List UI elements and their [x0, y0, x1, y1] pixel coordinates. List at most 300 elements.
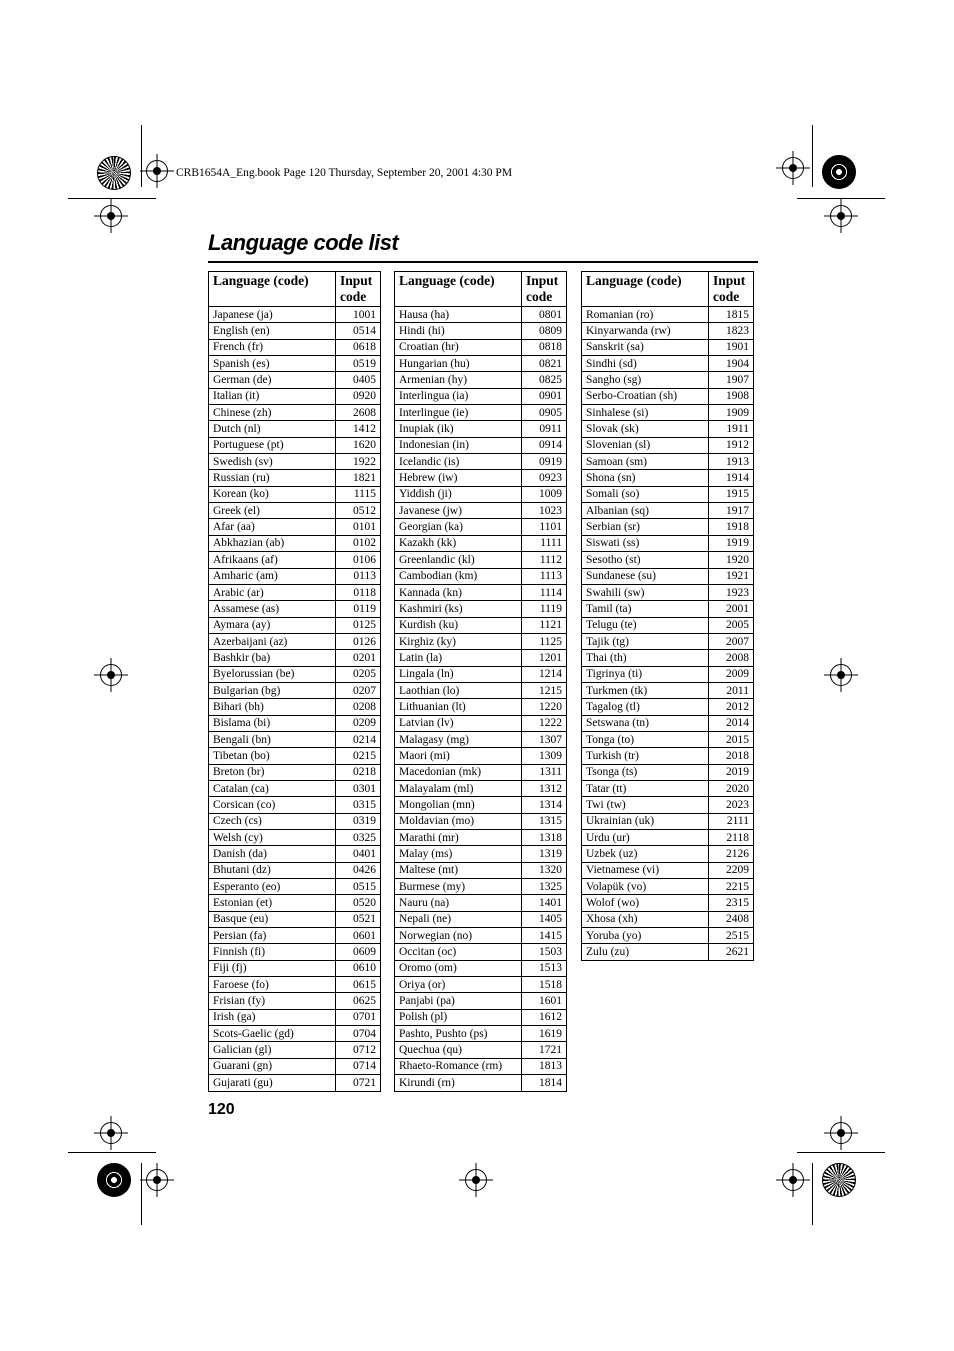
- input-code: 1121: [522, 617, 567, 633]
- crop-mark-bottom-right-v: [812, 1163, 813, 1225]
- input-code: 1114: [522, 584, 567, 600]
- language-name: Lingala (ln): [395, 666, 522, 682]
- registration-mark-left-upper: [100, 205, 122, 227]
- table-row: [209, 797, 381, 813]
- table-row: [209, 388, 381, 404]
- input-code: 1101: [522, 519, 567, 535]
- star-target-bottom-left: [97, 1163, 131, 1197]
- input-code: 1405: [522, 911, 567, 927]
- page-title: Language code list: [208, 230, 399, 255]
- input-code: 1319: [522, 846, 567, 862]
- input-code: 2621: [709, 944, 754, 960]
- language-name: Galician (gl): [209, 1042, 336, 1058]
- input-code: 1922: [336, 454, 381, 470]
- input-code: 0721: [336, 1075, 381, 1091]
- language-name: Cambodian (km): [395, 568, 522, 584]
- input-code: 1913: [709, 454, 754, 470]
- language-name: Zulu (zu): [582, 944, 709, 960]
- input-code: 1315: [522, 813, 567, 829]
- table-row: [209, 650, 381, 666]
- crop-mark-top-left-v: [141, 125, 142, 187]
- table-row: [209, 731, 381, 747]
- input-code: 1320: [522, 862, 567, 878]
- language-name: Arabic (ar): [209, 584, 336, 600]
- table-row: [582, 682, 754, 698]
- table-row: [395, 519, 567, 535]
- input-code: 0119: [336, 601, 381, 617]
- input-code: 1023: [522, 503, 567, 519]
- language-name: Guarani (gn): [209, 1058, 336, 1074]
- registration-mark-left-middle: [100, 664, 122, 686]
- input-code: 1908: [709, 388, 754, 404]
- language-name: Somali (so): [582, 486, 709, 502]
- table-row: [582, 846, 754, 862]
- language-name: Hausa (ha): [395, 307, 522, 323]
- language-name: Tajik (tg): [582, 633, 709, 649]
- input-code: 2111: [709, 813, 754, 829]
- table-row: [582, 307, 754, 323]
- language-name: Panjabi (pa): [395, 993, 522, 1009]
- table-row: [209, 421, 381, 437]
- input-code: 2007: [709, 633, 754, 649]
- table-row: [209, 699, 381, 715]
- crop-mark-bottom-right-h: [797, 1152, 885, 1153]
- table-row: [395, 944, 567, 960]
- language-name: Inupiak (ik): [395, 421, 522, 437]
- input-code: 0714: [336, 1058, 381, 1074]
- table-row: [582, 568, 754, 584]
- table-row: [582, 699, 754, 715]
- language-name: Siswati (ss): [582, 535, 709, 551]
- table-row: [582, 601, 754, 617]
- input-code: 0712: [336, 1042, 381, 1058]
- input-code: 0214: [336, 731, 381, 747]
- table-row: [582, 650, 754, 666]
- input-code: 2015: [709, 731, 754, 747]
- input-code: 0325: [336, 830, 381, 846]
- table-row: [395, 486, 567, 502]
- language-name: Tigrinya (ti): [582, 666, 709, 682]
- table-row: [209, 682, 381, 698]
- input-code: 0920: [336, 388, 381, 404]
- table-row: [209, 1075, 381, 1091]
- table-row: [209, 307, 381, 323]
- language-name: Armenian (hy): [395, 372, 522, 388]
- language-name: Tamil (ta): [582, 601, 709, 617]
- language-name: Tibetan (bo): [209, 748, 336, 764]
- language-name: German (de): [209, 372, 336, 388]
- language-name: Maori (mi): [395, 748, 522, 764]
- input-code: 0519: [336, 356, 381, 372]
- table-row: [582, 323, 754, 339]
- table-row: [209, 764, 381, 780]
- input-code: 0704: [336, 1026, 381, 1042]
- registration-mark-bottom-left: [146, 1169, 168, 1191]
- table-row: [395, 307, 567, 323]
- input-code: 2020: [709, 780, 754, 796]
- input-code: 1917: [709, 503, 754, 519]
- table-row: [582, 666, 754, 682]
- input-code: 0125: [336, 617, 381, 633]
- language-name: Oromo (om): [395, 960, 522, 976]
- language-name: Interlingue (ie): [395, 405, 522, 421]
- input-code: 1815: [709, 307, 754, 323]
- input-code: 1415: [522, 928, 567, 944]
- input-code: 1009: [522, 486, 567, 502]
- input-code: 1721: [522, 1042, 567, 1058]
- language-name: Dutch (nl): [209, 421, 336, 437]
- table-row: [209, 748, 381, 764]
- table-row: [395, 1009, 567, 1025]
- table-row: [209, 846, 381, 862]
- table-row: [395, 731, 567, 747]
- language-name: Polish (pl): [395, 1009, 522, 1025]
- input-code: 2018: [709, 748, 754, 764]
- table-row: [209, 535, 381, 551]
- header-input-code: Input code: [709, 272, 754, 307]
- table-row: [395, 601, 567, 617]
- table-row: [582, 454, 754, 470]
- input-code: 0514: [336, 323, 381, 339]
- table-row: [209, 862, 381, 878]
- language-name: Shona (sn): [582, 470, 709, 486]
- table-row: [395, 830, 567, 846]
- language-name: Spanish (es): [209, 356, 336, 372]
- input-code: 2118: [709, 830, 754, 846]
- language-name: Bislama (bi): [209, 715, 336, 731]
- language-name: Azerbaijani (az): [209, 633, 336, 649]
- input-code: 1814: [522, 1075, 567, 1091]
- language-code-table-3: [581, 271, 754, 961]
- table-row: [395, 617, 567, 633]
- table-row: [209, 372, 381, 388]
- language-name: Catalan (ca): [209, 780, 336, 796]
- language-name: Afrikaans (af): [209, 552, 336, 568]
- language-code-table-2: [394, 271, 567, 1092]
- print-header-note: CRB1654A_Eng.book Page 120 Thursday, September 20, 2001 4:30 PM: [176, 167, 513, 179]
- input-code: 2209: [709, 862, 754, 878]
- table-row: [395, 405, 567, 421]
- input-code: 2012: [709, 699, 754, 715]
- language-name: Bihari (bh): [209, 699, 336, 715]
- table-row: [395, 568, 567, 584]
- table-row: [209, 405, 381, 421]
- table-row: [395, 1026, 567, 1042]
- language-name: Fiji (fj): [209, 960, 336, 976]
- input-code: 1813: [522, 1058, 567, 1074]
- input-code: 0209: [336, 715, 381, 731]
- language-name: Laothian (lo): [395, 682, 522, 698]
- language-name: Urdu (ur): [582, 830, 709, 846]
- table-row: [395, 862, 567, 878]
- language-name: Ukrainian (uk): [582, 813, 709, 829]
- language-name: Kinyarwanda (rw): [582, 323, 709, 339]
- input-code: 0905: [522, 405, 567, 421]
- language-name: Scots-Gaelic (gd): [209, 1026, 336, 1042]
- language-name: Kirghiz (ky): [395, 633, 522, 649]
- table-row: [209, 993, 381, 1009]
- language-name: Italian (it): [209, 388, 336, 404]
- table-row: [582, 405, 754, 421]
- table-row: [209, 356, 381, 372]
- table-row: [582, 519, 754, 535]
- table-row: [209, 339, 381, 355]
- table-row: [582, 731, 754, 747]
- language-name: Thai (th): [582, 650, 709, 666]
- language-name: Swahili (sw): [582, 584, 709, 600]
- table-row: [209, 1042, 381, 1058]
- table-row: [582, 830, 754, 846]
- table-row: [582, 503, 754, 519]
- input-code: 1325: [522, 879, 567, 895]
- input-code: 0315: [336, 797, 381, 813]
- table-row: [582, 584, 754, 600]
- table-row: [395, 699, 567, 715]
- table-row: [395, 584, 567, 600]
- input-code: 2023: [709, 797, 754, 813]
- language-name: Malay (ms): [395, 846, 522, 862]
- language-name: Sinhalese (si): [582, 405, 709, 421]
- table-row: [395, 339, 567, 355]
- language-name: Oriya (or): [395, 977, 522, 993]
- language-name: Quechua (qu): [395, 1042, 522, 1058]
- input-code: 1311: [522, 764, 567, 780]
- table-row: [582, 633, 754, 649]
- table-row: [209, 944, 381, 960]
- table-row: [395, 928, 567, 944]
- crop-mark-top-left-h: [68, 198, 156, 199]
- table-row: [209, 519, 381, 535]
- input-code: 1912: [709, 437, 754, 453]
- language-name: Irish (ga): [209, 1009, 336, 1025]
- table-row: [209, 601, 381, 617]
- input-code: 1119: [522, 601, 567, 617]
- input-code: 1821: [336, 470, 381, 486]
- input-code: 0618: [336, 339, 381, 355]
- table-row: [395, 437, 567, 453]
- input-code: 0610: [336, 960, 381, 976]
- input-code: 1920: [709, 552, 754, 568]
- language-name: Norwegian (no): [395, 928, 522, 944]
- table-row: [582, 617, 754, 633]
- input-code: 0208: [336, 699, 381, 715]
- table-row: [395, 535, 567, 551]
- table-row: [209, 879, 381, 895]
- table-row: [395, 356, 567, 372]
- input-code: 1307: [522, 731, 567, 747]
- input-code: 0301: [336, 780, 381, 796]
- language-name: Bashkir (ba): [209, 650, 336, 666]
- input-code: 0207: [336, 682, 381, 698]
- language-name: Kazakh (kk): [395, 535, 522, 551]
- language-code-table-1: [208, 271, 381, 1092]
- language-name: Breton (br): [209, 764, 336, 780]
- language-name: Romanian (ro): [582, 307, 709, 323]
- table-row: [395, 960, 567, 976]
- language-name: English (en): [209, 323, 336, 339]
- table-row: [395, 454, 567, 470]
- language-name: Uzbek (uz): [582, 846, 709, 862]
- input-code: 1412: [336, 421, 381, 437]
- input-code: 1612: [522, 1009, 567, 1025]
- language-name: Occitan (oc): [395, 944, 522, 960]
- language-name: Persian (fa): [209, 928, 336, 944]
- table-row: [395, 764, 567, 780]
- table-row: [395, 748, 567, 764]
- table-row: [209, 584, 381, 600]
- language-name: Tsonga (ts): [582, 764, 709, 780]
- table-row: [395, 895, 567, 911]
- language-name: Malayalam (ml): [395, 780, 522, 796]
- language-name: Czech (cs): [209, 813, 336, 829]
- language-name: Estonian (et): [209, 895, 336, 911]
- input-code: 1314: [522, 797, 567, 813]
- language-name: Sundanese (su): [582, 568, 709, 584]
- language-name: Volapük (vo): [582, 879, 709, 895]
- input-code: 1919: [709, 535, 754, 551]
- language-name: Russian (ru): [209, 470, 336, 486]
- input-code: 1112: [522, 552, 567, 568]
- language-name: Tatar (tt): [582, 780, 709, 796]
- language-name: Amharic (am): [209, 568, 336, 584]
- registration-mark-bottom-right: [782, 1169, 804, 1191]
- input-code: 1918: [709, 519, 754, 535]
- language-name: Faroese (fo): [209, 977, 336, 993]
- input-code: 1115: [336, 486, 381, 502]
- input-code: 0609: [336, 944, 381, 960]
- input-code: 2515: [709, 928, 754, 944]
- input-code: 0218: [336, 764, 381, 780]
- registration-mark-right-upper: [830, 205, 852, 227]
- input-code: 1904: [709, 356, 754, 372]
- language-name: Croatian (hr): [395, 339, 522, 355]
- language-name: Macedonian (mk): [395, 764, 522, 780]
- language-name: Moldavian (mo): [395, 813, 522, 829]
- table-row: [582, 356, 754, 372]
- language-name: Korean (ko): [209, 486, 336, 502]
- input-code: 1518: [522, 977, 567, 993]
- table-row: [395, 421, 567, 437]
- language-name: Georgian (ka): [395, 519, 522, 535]
- input-code: 2001: [709, 601, 754, 617]
- input-code: 0102: [336, 535, 381, 551]
- table-row: [582, 535, 754, 551]
- crop-mark-top-right-v: [812, 125, 813, 187]
- input-code: 1901: [709, 339, 754, 355]
- registration-mark-right-middle: [830, 664, 852, 686]
- input-code: 1921: [709, 568, 754, 584]
- language-name: Javanese (jw): [395, 503, 522, 519]
- language-name: Icelandic (is): [395, 454, 522, 470]
- input-code: 1312: [522, 780, 567, 796]
- table-row: [395, 372, 567, 388]
- input-code: 2608: [336, 405, 381, 421]
- table-row: [209, 977, 381, 993]
- table-row: [582, 715, 754, 731]
- title-rule: [208, 261, 758, 263]
- table-row: [209, 813, 381, 829]
- input-code: 1601: [522, 993, 567, 1009]
- language-name: Afar (aa): [209, 519, 336, 535]
- input-code: 1113: [522, 568, 567, 584]
- table-row: [209, 895, 381, 911]
- table-row: [395, 813, 567, 829]
- language-name: Telugu (te): [582, 617, 709, 633]
- table-row: [395, 993, 567, 1009]
- language-name: Xhosa (xh): [582, 911, 709, 927]
- table-row: [209, 1026, 381, 1042]
- input-code: 2005: [709, 617, 754, 633]
- table-row: [395, 552, 567, 568]
- table-row: [582, 813, 754, 829]
- language-name: Basque (eu): [209, 911, 336, 927]
- table-row: [209, 715, 381, 731]
- language-name: Serbian (sr): [582, 519, 709, 535]
- input-code: 1201: [522, 650, 567, 666]
- language-name: Maltese (mt): [395, 862, 522, 878]
- input-code: 1214: [522, 666, 567, 682]
- input-code: 0615: [336, 977, 381, 993]
- input-code: 2019: [709, 764, 754, 780]
- language-name: Frisian (fy): [209, 993, 336, 1009]
- input-code: 1111: [522, 535, 567, 551]
- language-name: Greenlandic (kl): [395, 552, 522, 568]
- table-row: [209, 780, 381, 796]
- input-code: 0601: [336, 928, 381, 944]
- star-target-bottom-right: [822, 1163, 856, 1197]
- table-row: [395, 650, 567, 666]
- language-name: Portuguese (pt): [209, 437, 336, 453]
- table-row: [395, 879, 567, 895]
- input-code: 0101: [336, 519, 381, 535]
- input-code: 1001: [336, 307, 381, 323]
- language-name: Swedish (sv): [209, 454, 336, 470]
- input-code: 1823: [709, 323, 754, 339]
- table-row: [582, 421, 754, 437]
- input-code: 2315: [709, 895, 754, 911]
- table-row: [582, 862, 754, 878]
- language-name: Turkish (tr): [582, 748, 709, 764]
- table-row: [582, 339, 754, 355]
- registration-mark-bottom-center: [465, 1169, 487, 1191]
- table-row: [395, 715, 567, 731]
- table-row: [209, 454, 381, 470]
- language-name: Lithuanian (lt): [395, 699, 522, 715]
- table-row: [209, 666, 381, 682]
- input-code: 0215: [336, 748, 381, 764]
- input-code: 1914: [709, 470, 754, 486]
- table-row: [395, 1058, 567, 1074]
- language-name: Nepali (ne): [395, 911, 522, 927]
- registration-mark-top-right: [782, 157, 804, 179]
- language-name: Finnish (fi): [209, 944, 336, 960]
- language-name: Hebrew (iw): [395, 470, 522, 486]
- language-name: Wolof (wo): [582, 895, 709, 911]
- table-row: [395, 797, 567, 813]
- language-name: Malagasy (mg): [395, 731, 522, 747]
- table-row: [582, 486, 754, 502]
- input-code: 0818: [522, 339, 567, 355]
- star-target-top-right: [822, 155, 856, 189]
- language-name: Albanian (sq): [582, 503, 709, 519]
- table-row: [209, 552, 381, 568]
- input-code: 0911: [522, 421, 567, 437]
- input-code: 0521: [336, 911, 381, 927]
- input-code: 0426: [336, 862, 381, 878]
- language-name: Mongolian (mn): [395, 797, 522, 813]
- table-row: [582, 388, 754, 404]
- table-row: [395, 977, 567, 993]
